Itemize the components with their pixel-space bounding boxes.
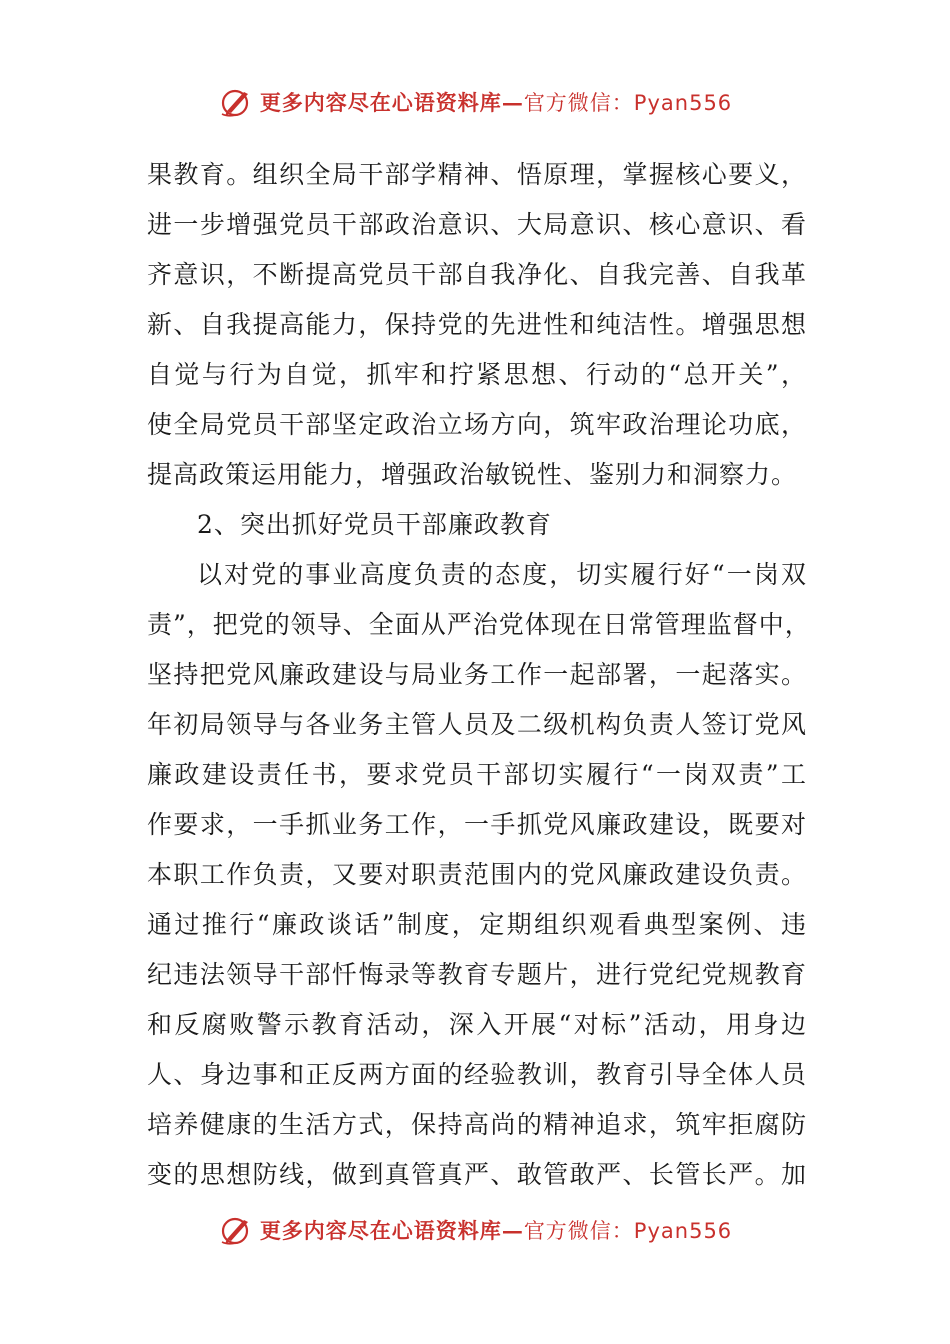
paragraph-line: 和反腐败警示教育活动，深入开展“对标”活动，用身边 <box>147 1010 807 1039</box>
paragraph-line: 进一步增强党员干部政治意识、大局意识、核心意识、看 <box>147 210 807 239</box>
document-body <box>147 150 811 1200</box>
paragraph-line: 廉政建设责任书，要求党员干部切实履行“一岗双责”工 <box>147 760 807 789</box>
paragraph-line: 使全局党员干部坚定政治立场方向，筑牢政治理论功底， <box>147 410 807 439</box>
paragraph-line: 以对党的事业高度负责的态度，切实履行好“一岗双 <box>197 560 807 589</box>
watermark-text: 更多内容尽在心语资料库—官方微信：Pyan556 <box>259 90 733 115</box>
paragraph-line: 坚持把党风廉政建设与局业务工作一起部署，一起落实。 <box>147 660 807 689</box>
paragraph-line: 本职工作负责，又要对职责范围内的党风廉政建设负责。 <box>147 860 807 889</box>
header-watermark <box>0 84 950 120</box>
paragraph-line: 变的思想防线，做到真管真严、敢管敢严、长管长严。加 <box>147 1160 807 1189</box>
footer-watermark <box>0 1212 950 1248</box>
paragraph-line: 作要求，一手抓业务工作，一手抓党风廉政建设，既要对 <box>147 810 807 839</box>
paragraph-line: 新、自我提高能力，保持党的先进性和纯洁性。增强思想 <box>147 310 807 339</box>
paragraph-line: 培养健康的生活方式，保持高尚的精神追求，筑牢拒腐防 <box>147 1110 807 1139</box>
paragraph-line: 通过推行“廉政谈话”制度，定期组织观看典型案例、违 <box>147 910 807 939</box>
paragraph-line: 提高政策运用能力，增强政治敏锐性、鉴别力和洞察力。 <box>147 460 798 489</box>
paragraph-line: 年初局领导与各业务主管人员及二级机构负责人签订党风 <box>147 710 807 739</box>
section-heading: 2、突出抓好党员干部廉政教育 <box>197 510 552 539</box>
paragraph-line: 责”，把党的领导、全面从严治党体现在日常管理监督中， <box>147 610 811 639</box>
pen-logo-icon <box>218 84 254 120</box>
paragraph-line: 纪违法领导干部忏悔录等教育专题片，进行党纪党规教育 <box>147 960 807 989</box>
paragraph-line: 自觉与行为自觉，抓牢和拧紧思想、行动的“总开关”， <box>147 360 807 389</box>
paragraph-line: 果教育。组织全局干部学精神、悟原理，掌握核心要义， <box>147 160 807 189</box>
pen-logo-icon <box>218 1212 254 1248</box>
paragraph-line: 齐意识，不断提高党员干部自我净化、自我完善、自我革 <box>147 260 807 289</box>
paragraph-line: 人、身边事和正反两方面的经验教训，教育引导全体人员 <box>147 1060 807 1089</box>
watermark-text: 更多内容尽在心语资料库—官方微信：Pyan556 <box>259 1218 733 1243</box>
